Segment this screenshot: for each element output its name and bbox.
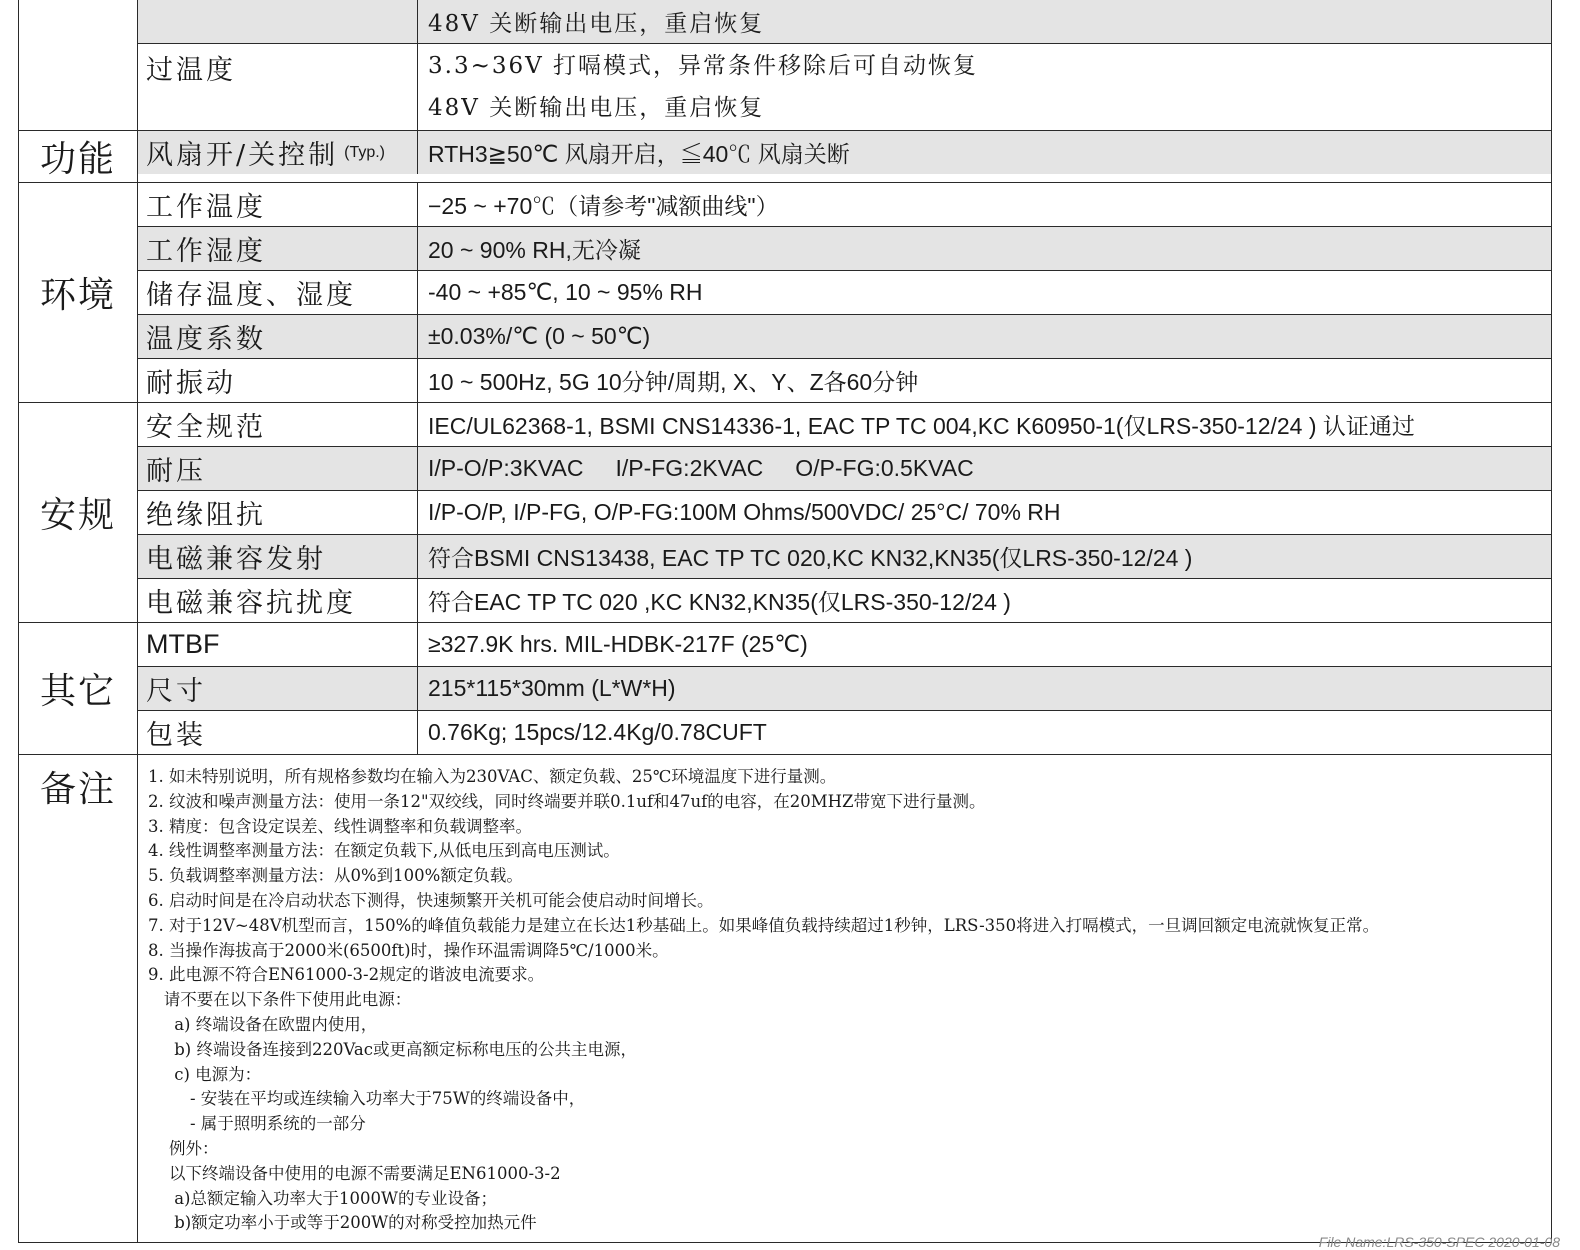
note-line: - 安装在平均或连续输入功率大于75W的终端设备中， <box>148 1089 586 1109</box>
section-label: 环境 <box>19 183 138 402</box>
note-line: c) 电源为： <box>148 1064 262 1084</box>
spec-row <box>138 446 1551 490</box>
section-notes <box>19 754 1551 1242</box>
note-line: 以下终端设备中使用的电源不需要满足EN61000-3-2 <box>148 1163 561 1183</box>
spec-value: I/P-O/P:3KVAC I/P-FG:2KVAC O/P-FG:0.5KVAC <box>428 455 974 481</box>
spec-key: 温度系数 <box>138 315 418 358</box>
spec-row <box>138 183 1551 226</box>
spec-key: 包装 <box>138 711 418 754</box>
note-line: 3. 精度：包含设定误差、线性调整率和负载调整率。 <box>148 816 532 836</box>
section-others <box>19 622 1551 754</box>
spec-row <box>138 403 1551 446</box>
note-line: 8. 当操作海拔高于2000米(6500ft)时，操作环温需调降5℃/1000米。 <box>148 940 669 960</box>
section-label: 备注 <box>19 755 138 1242</box>
spec-key: 绝缘阻抗 <box>138 491 418 534</box>
spec-key: 电磁兼容发射 <box>138 535 418 578</box>
spec-value: ≥327.9K hrs. MIL-HDBK-217F (25℃) <box>428 631 808 657</box>
spec-row <box>138 358 1551 402</box>
spec-row <box>138 666 1551 710</box>
section-function <box>19 130 1551 182</box>
note-line: a) 终端设备在欧盟内使用， <box>148 1014 378 1034</box>
section-label: 功能 <box>19 131 138 182</box>
spec-row <box>138 270 1551 314</box>
spec-value: RTH3≧50℃ 风扇开启，≦40℃ 风扇关断 <box>428 141 850 167</box>
file-name: File Name:LRS-350-SPEC 2020-01-08 <box>1318 1234 1560 1250</box>
section-safety <box>19 402 1551 622</box>
spec-value: ±0.03%/℃ (0 ~ 50℃) <box>428 323 651 349</box>
section-protection-cont <box>19 0 1551 130</box>
spec-row <box>138 0 1551 43</box>
spec-table <box>18 0 1552 1243</box>
spec-row <box>138 131 1551 174</box>
spec-row <box>138 578 1551 622</box>
spec-value: 符合EAC TP TC 020 ,KC KN32,KN35(仅LRS-350-12/24 ) <box>428 589 1011 615</box>
note-line: - 属于照明系统的一部分 <box>148 1114 366 1134</box>
spec-key: 安全规范 <box>138 403 418 446</box>
spec-key: 工作温度 <box>138 183 418 226</box>
spec-row <box>138 534 1551 578</box>
note-line: b)额定功率小于或等于200W的对称受控加热元件 <box>148 1213 537 1233</box>
spec-value: 20 ~ 90% RH,无冷凝 <box>428 237 641 263</box>
note-line: 5. 负载调整率测量方法：从0%到100%额定负载。 <box>148 866 523 886</box>
section-label: 其它 <box>19 623 138 754</box>
section-label-empty <box>19 0 138 130</box>
note-line: 6. 启动时间是在冷启动状态下测得，快速频繁开关机可能会使启动时间增长。 <box>148 890 714 910</box>
note-line: 请不要在以下条件下使用此电源： <box>148 990 412 1010</box>
spec-key: 耐压 <box>138 447 418 490</box>
spec-row <box>138 710 1551 754</box>
spec-value: 10 ~ 500Hz, 5G 10分钟/周期, X、Y、Z各60分钟 <box>428 369 919 395</box>
section-label: 安规 <box>19 403 138 622</box>
spec-value: −25 ~ +70℃（请参考"减额曲线"） <box>428 193 779 219</box>
spec-row-over-temp <box>138 43 1551 130</box>
note-line: 2. 纹波和噪声测量方法：使用一条12"双绞线，同时终端要并联0.1uf和47uf的电容，在20MHZ带宽下进行量测。 <box>148 791 986 811</box>
spec-row <box>138 490 1551 534</box>
note-line: 1. 如未特别说明，所有规格参数均在输入为230VAC、额定负载、25℃环境温度下进行量测。 <box>148 767 837 786</box>
spec-key: 储存温度、湿度 <box>138 271 418 314</box>
spec-value: 48V 关断输出电压，重启恢复 <box>428 11 765 37</box>
spec-key: 尺寸 <box>138 667 418 710</box>
spec-value: IEC/UL62368-1, BSMI CNS14336-1, EAC TP TC 004,KC K60950-1(仅LRS-350-12/24 ) 认证通过 <box>428 413 1415 439</box>
notes-list <box>138 755 1551 1242</box>
spec-value: 符合BSMI CNS13438, EAC TP TC 020,KC KN32,KN35(仅LRS-350-12/24 ) <box>428 545 1193 571</box>
spec-row <box>138 226 1551 270</box>
spec-key: 过温度 <box>138 44 418 130</box>
note-line: 4. 线性调整率测量方法：在额定负载下,从低电压到高电压测试。 <box>148 841 620 861</box>
note-line: 9. 此电源不符合EN61000-3-2规定的谐波电流要求。 <box>148 965 545 985</box>
note-line: b) 终端设备连接到220Vac或更高额定标称电压的公共主电源， <box>148 1039 637 1059</box>
spec-value: 3.3~36V 打嗝模式，异常条件移除后可自动恢复 48V 关断输出电压，重启恢复 <box>428 53 979 121</box>
spec-value: I/P-O/P, I/P-FG, O/P-FG:100M Ohms/500VDC/ 25°C/ 70% RH <box>428 499 1061 525</box>
spec-key: 工作湿度 <box>138 227 418 270</box>
spec-value: -40 ~ +85℃, 10 ~ 95% RH <box>428 279 703 305</box>
spec-key <box>138 0 418 43</box>
spec-key: MTBF <box>138 623 418 666</box>
spec-value: 215*115*30mm (L*W*H) <box>428 675 676 701</box>
spec-row <box>138 314 1551 358</box>
section-environment <box>19 182 1551 402</box>
note-line: a)总额定输入功率大于1000W的专业设备； <box>148 1188 497 1208</box>
note-line: 例外： <box>148 1138 219 1158</box>
note-line: 7. 对于12V~48V机型而言，150%的峰值负载能力是建立在长达1秒基础上。如果峰值负载持续超过1秒钟，LRS-350将进入打嗝模式，一旦调回额定电流就恢复正常。 <box>148 915 1380 935</box>
spec-key: 风扇开/关控制 (Typ.) <box>138 131 418 174</box>
spec-key: 电磁兼容抗扰度 <box>138 579 418 622</box>
spec-key: 耐振动 <box>138 359 418 402</box>
spec-value: 0.76Kg; 15pcs/12.4Kg/0.78CUFT <box>428 719 767 745</box>
spec-row <box>138 623 1551 666</box>
